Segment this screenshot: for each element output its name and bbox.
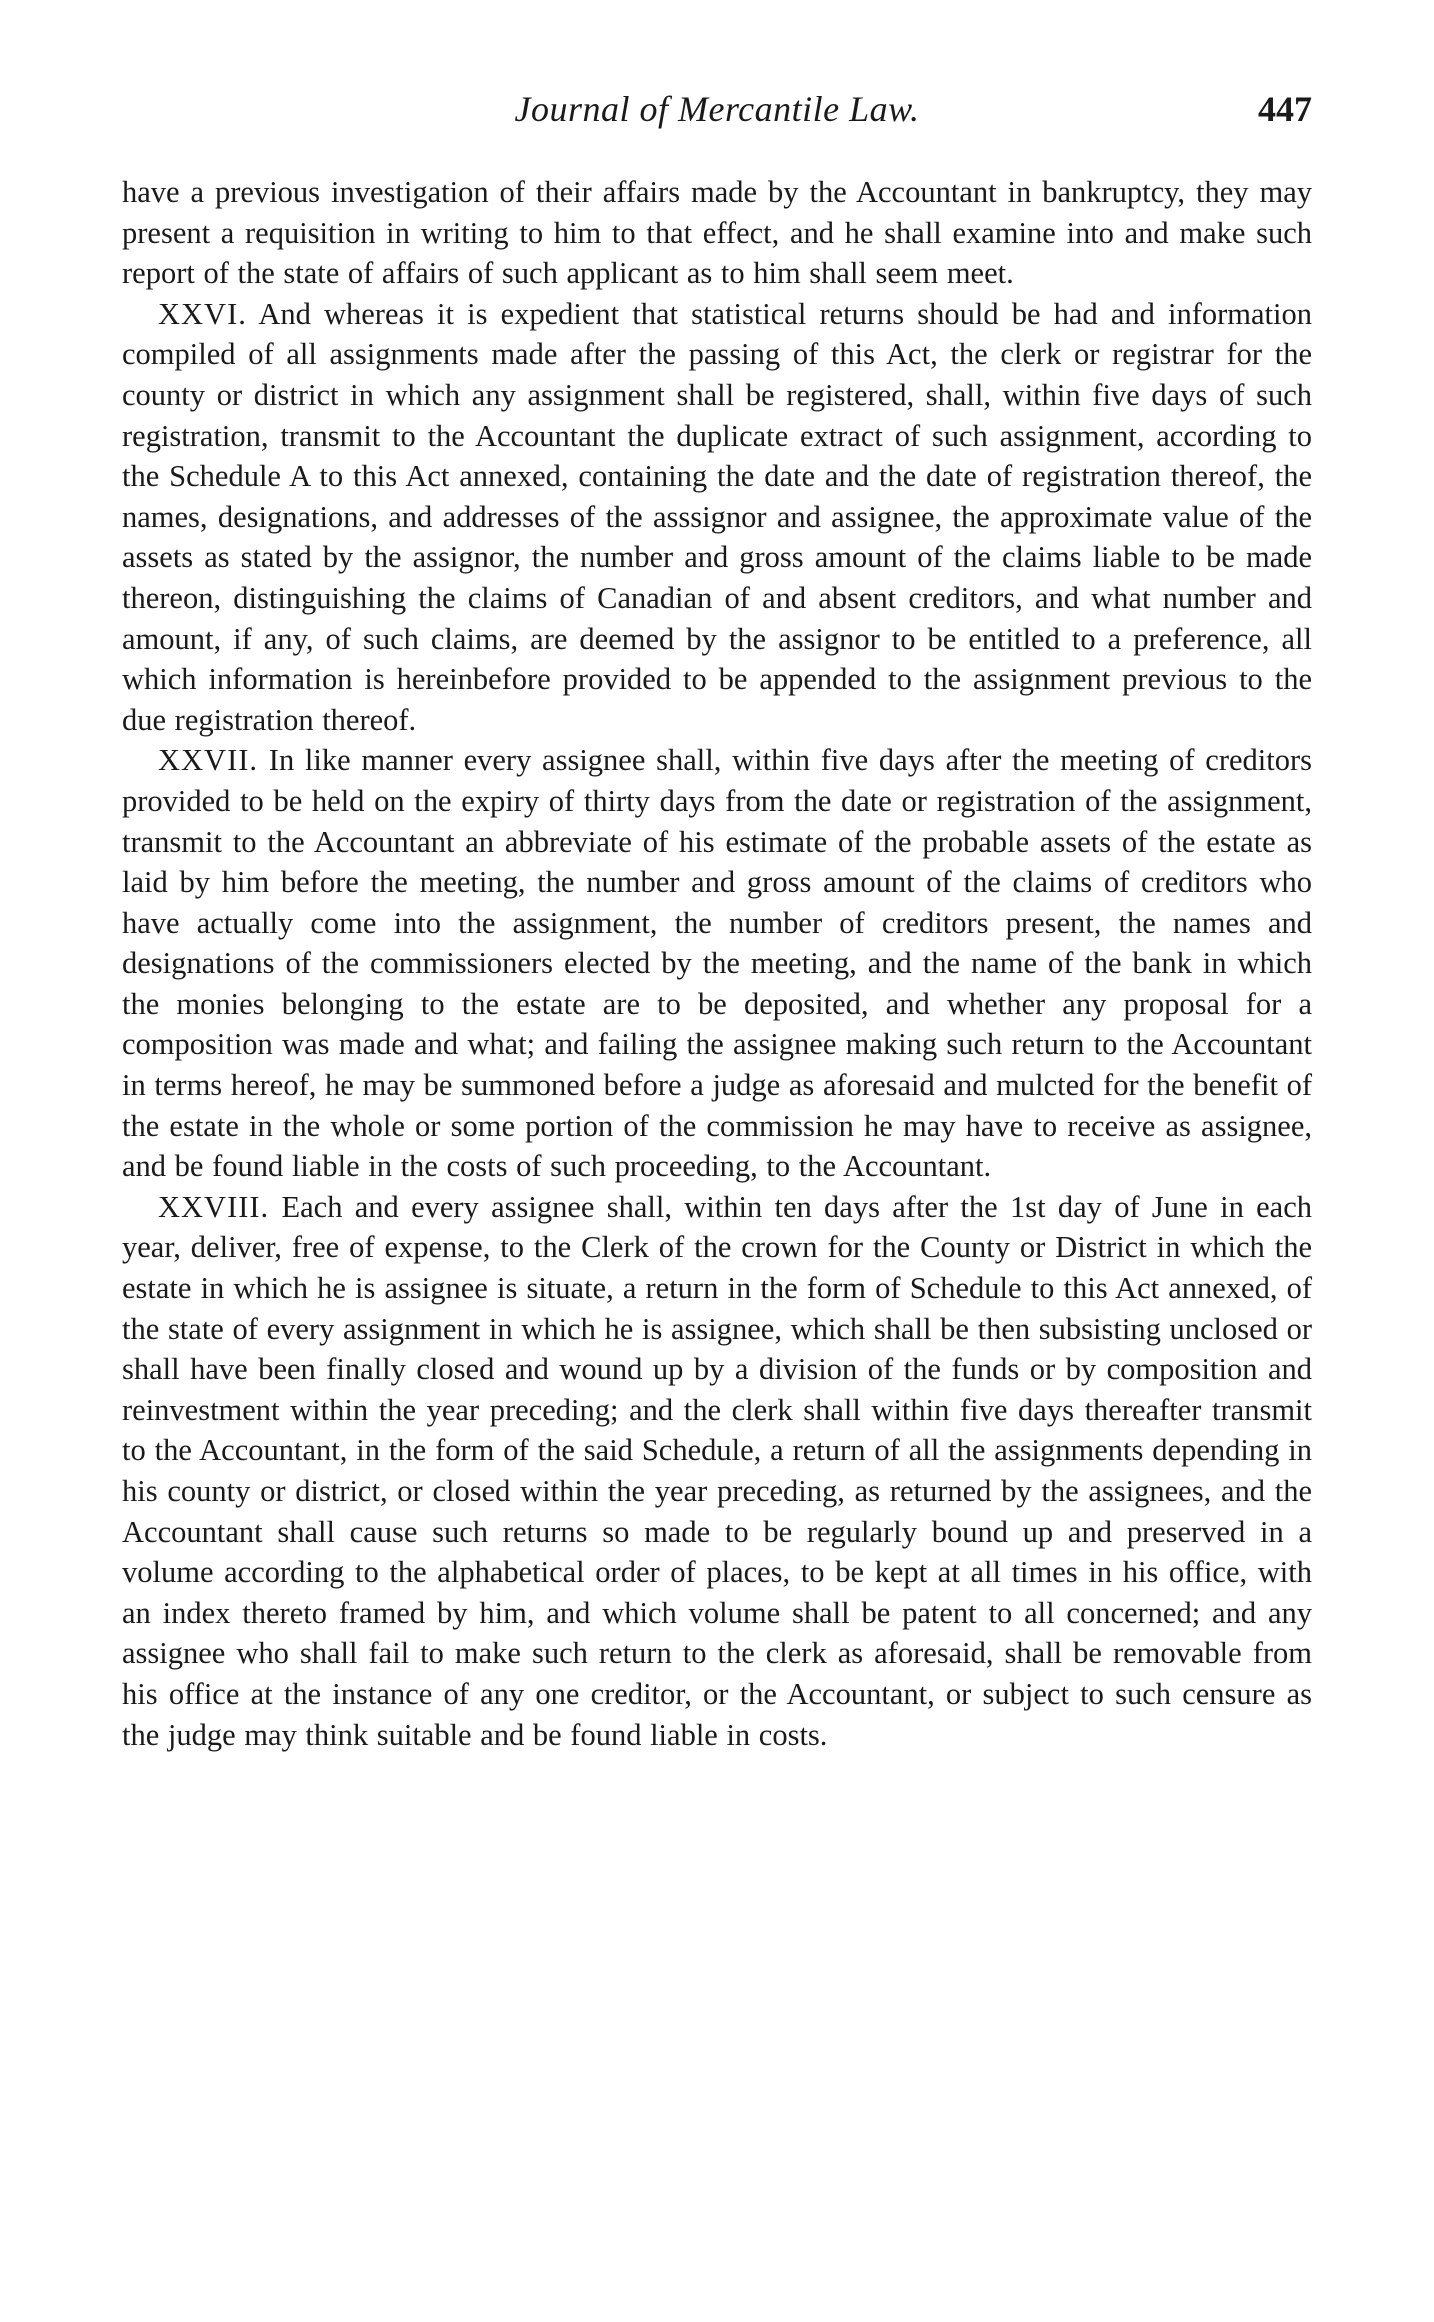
running-head (122, 88, 1312, 136)
body-text (122, 172, 1312, 1755)
paragraph-text: In like manner every assignee shall, within five days after the meeting of creditors provided to be held on the expiry of thirty days from the date or registration of the assignment, transmit to the Accountant an abbreviate of his estimate of the probable assets of the estate as laid by him before the meeting, the number and gross amount of the claims of creditors who have actually come into the assignment, the number of creditors present, the names and designations of the commissioners elected by the meeting, and the name of the bank in which the monies belonging to the estate are to be deposited, and whether any proposal for a composition was made and what; and failing the assignee making such return to the Accountant in terms hereof, he may be summoned before a judge as aforesaid and mulcted for the benefit of the estate in the whole or some portion of the commission he may have to receive as assignee, and be found liable in the costs of such proceeding, to the Accountant. (122, 743, 1313, 1184)
paragraph-text: Each and every assignee shall, within ten days after the 1st day of June in each year, deliver, free of expense, to the Clerk of the crown for the County or District in which the estate in which he is assignee is situate, a return in the form of Schedule to this Act annexed, of the state of every assignment in which he is assignee, which shall be then subsisting unclosed or shall have been finally closed and wound up by a division of the funds or by composition and reinvestment within the year preceding; and the clerk shall within five days thereafter transmit to the Accountant, in the form of the said Schedule, a return of all the assignments depending in his county or district, or closed within the year preceding, as returned by the assignees, and the Accountant shall cause such returns so made to be regularly bound up and preserved in a volume according to the alphabetical order of places, to be kept at all times in his office, with an index thereto framed by him, and which volume shall be patent to all concerned; and any assignee who shall fail to make such return to the clerk as aforesaid, shall be removable from his office at the instance of any one creditor, or the Accountant, or subject to such censure as the judge may think suitable and be found liable in costs. (122, 1189, 1312, 1752)
journal-title: Journal of Mercantile Law. (514, 89, 920, 129)
section-number: XXVII. (158, 743, 259, 778)
paragraph-continuation (122, 172, 1312, 294)
paragraph-text: have a previous investigation of their affairs made by the Accountant in bankruptcy, they may present a requisition in writing to him to that effect, and he shall examine into and make such report of the state of affairs of such applicant as to him shall seem meet. (122, 175, 1312, 291)
section-xxvi (122, 294, 1312, 741)
section-xxvii (122, 740, 1312, 1187)
page-number: 447 (1258, 89, 1312, 129)
section-xxviii (122, 1187, 1312, 1755)
section-number: XXVI. (158, 296, 247, 331)
paragraph-text: And whereas it is expedient that statistical returns should be had and information compiled of all assignments made after the passing of this Act, the clerk or registrar for the county or district in which any assignment shall be registered, shall, within five days of such registration, transmit to the Accountant the duplicate extract of such assignment, according to the Schedule A to this Act annexed, containing the date and the date of registration thereof, the names, designations, and addresses of the asssignor and assignee, the approximate value of the assets as stated by the assignor, the number and gross amount of the claims liable to be made thereon, distinguishing the claims of Canadian of and absent creditors, and what number and amount, if any, of such claims, are deemed by the assignor to be entitled to a preference, all which information is hereinbefore provided to be appended to the assignment previous to the due registration thereof. (122, 296, 1312, 737)
section-number: XXVIII. (158, 1189, 270, 1224)
